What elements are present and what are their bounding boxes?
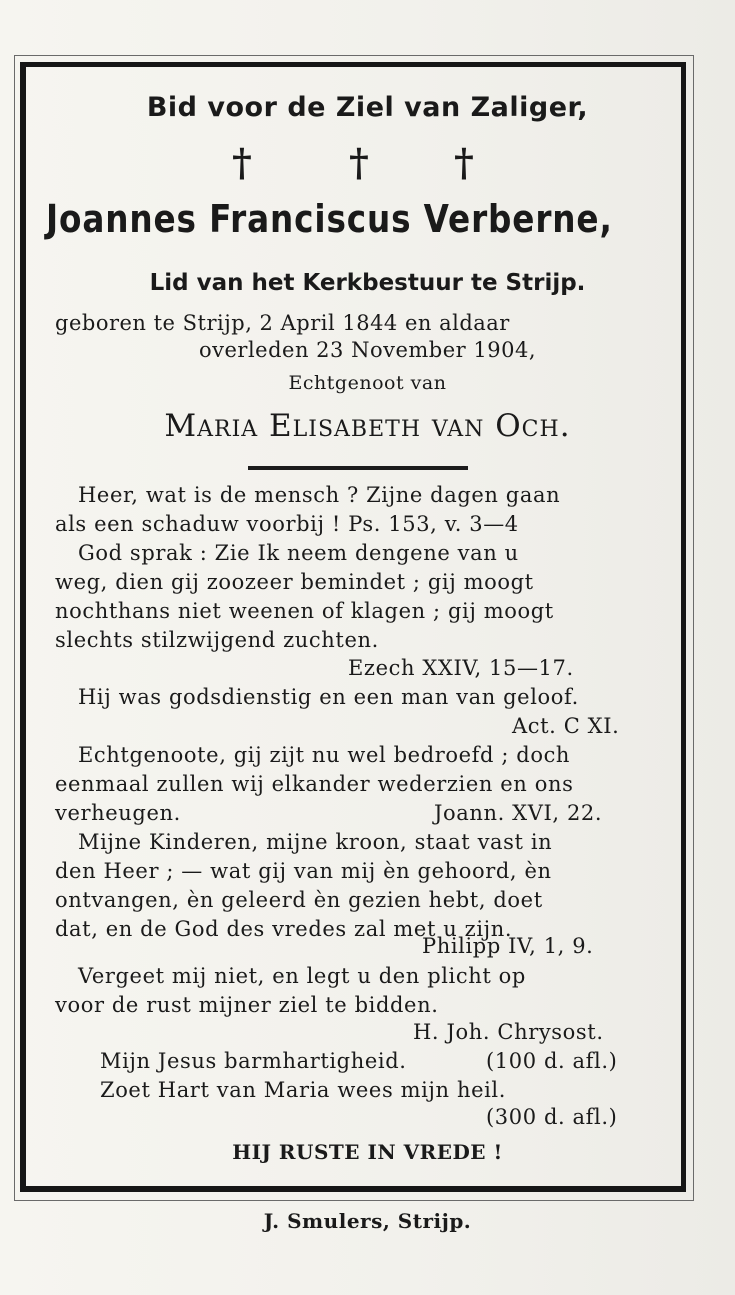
verse-line: ontvangen, èn geleerd èn gezien hebt, doet — [55, 888, 543, 912]
indulgence-note: (300 d. afl.) — [486, 1105, 618, 1129]
verse-reference: Ezech XXIV, 15—17. — [348, 656, 574, 680]
closing-line: HIJ RUSTE IN VREDE ! — [232, 1140, 503, 1164]
verse-reference: Joann. XVI, 22. — [434, 801, 603, 825]
verse-reference: Philipp IV, 1, 9. — [422, 934, 594, 958]
cross-icon: † — [454, 140, 474, 185]
verse-line: weg, dien gij zoozeer bemindet ; gij moogt — [55, 570, 534, 594]
verse-line: voor de rust mijner ziel te bidden. — [55, 993, 439, 1017]
verse-line: Mijne Kinderen, mijne kroon, staat vast in — [78, 830, 553, 854]
verse-reference: Act. C XI. — [512, 714, 620, 738]
spouse-name: Maria Elisabeth van Och. — [164, 408, 571, 444]
spouse-label: Echtgenoot van — [288, 372, 447, 394]
cross-icon: † — [349, 140, 369, 185]
printer-credit: J. Smulers, Strijp. — [263, 1209, 472, 1233]
verse-line: God sprak : Zie Ik neem dengene van u — [78, 541, 519, 565]
verse-line: Hij was godsdienstig en een man van geloof. — [78, 685, 579, 709]
birth-line: geboren te Strijp, 2 April 1844 en aldaar — [55, 311, 510, 335]
verse-line: als een schaduw voorbij ! Ps. 153, v. 3—4 — [55, 512, 519, 536]
verse-line: slechts stilzwijgend zuchten. — [55, 628, 379, 652]
divider-rule — [248, 466, 468, 470]
deceased-name: Joannes Franciscus Verberne, — [46, 197, 613, 241]
verse-line: Echtgenoote, gij zijt nu wel bedroefd ; doch — [78, 743, 571, 767]
verse-line: den Heer ; — wat gij van mij èn gehoord, èn — [55, 859, 552, 883]
verse-line: eenmaal zullen wij elkander wederzien en ons — [55, 772, 574, 796]
role-line: Lid van het Kerkbestuur te Strijp. — [149, 270, 586, 296]
prayer-line: Mijn Jesus barmhartigheid. — [100, 1049, 407, 1073]
cross-icon: † — [232, 140, 252, 185]
verse-line: Vergeet mij niet, en legt u den plicht op — [78, 964, 526, 988]
verse-line: nochthans niet weenen of klagen ; gij moogt — [55, 599, 554, 623]
death-line: overleden 23 November 1904, — [198, 338, 536, 362]
verse-reference: H. Joh. Chrysost. — [413, 1020, 604, 1044]
prayer-heading: Bid voor de Ziel van Zaliger, — [146, 92, 589, 123]
indulgence-note: (100 d. afl.) — [486, 1049, 618, 1073]
verse-line: Heer, wat is de mensch ? Zijne dagen gaan — [78, 483, 561, 507]
prayer-line: Zoet Hart van Maria wees mijn heil. — [100, 1078, 507, 1102]
verse-line: dat, en de God des vredes zal met u zijn. — [55, 917, 513, 941]
verse-line: verheugen. — [55, 801, 181, 825]
